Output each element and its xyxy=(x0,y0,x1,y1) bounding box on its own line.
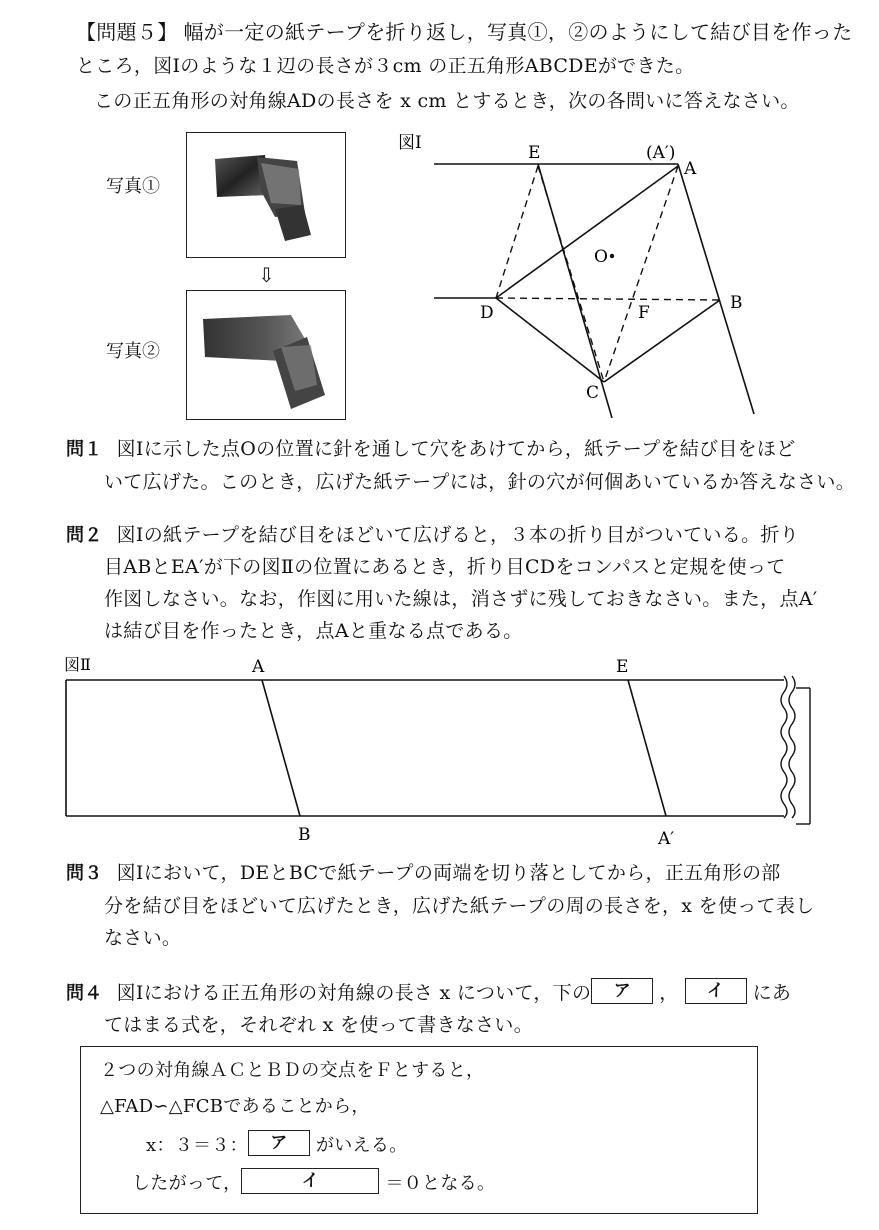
photo-1 xyxy=(186,132,346,258)
label-D: D xyxy=(480,303,494,323)
question-4-line-1 xyxy=(66,981,792,1004)
answer-box-i[interactable]: イ xyxy=(685,978,747,1004)
figure-2 xyxy=(60,650,820,850)
knot-photo-2-image xyxy=(187,291,345,419)
break-mark-left xyxy=(781,676,787,818)
reasoning-line-1: ２つの対角線ＡＣとＢＤの交点をＦとすると， xyxy=(100,1060,485,1081)
label-F: F xyxy=(638,303,650,323)
fold-AB xyxy=(262,680,300,816)
problem-line-2: ところ，図Ⅰのような１辺の長さが３cm の正五角形ABCDEができた。 xyxy=(76,55,695,77)
question-1-line-1 xyxy=(66,440,796,459)
problem-line-1: 幅が一定の紙テープを折り返し，写真①，②のようにして結び目を作った xyxy=(183,20,853,44)
question-3-label: 問３ xyxy=(66,863,103,884)
question-2-text-1: 図Ⅰの紙テープを結び目をほどいて広げると，３本の折り目がついている。折り xyxy=(116,524,799,546)
reasoning-ratio-tail: がいえる。 xyxy=(315,1135,408,1156)
question-4-line-2: てはまる式を，それぞれ x を使って書きなさい。 xyxy=(104,1014,533,1036)
question-2-label: 問２ xyxy=(66,525,103,546)
question-4-comma: ， xyxy=(659,982,679,1004)
side-DC xyxy=(496,298,604,382)
figure-2-title: 図Ⅱ xyxy=(64,655,91,674)
reasoning-ratio: x：３＝３： xyxy=(146,1135,248,1156)
photo-1-label: 写真① xyxy=(106,176,160,197)
answer-box-a[interactable]: ア xyxy=(591,978,653,1004)
side-AD xyxy=(496,166,678,298)
figure-1-title: 図Ⅰ xyxy=(398,133,422,153)
question-1-text-1: 図Ⅰに示した点Oの位置に針を通して穴をあけてから，紙テープを結び目をほど xyxy=(116,438,796,460)
reasoning-conclusion-tail: ＝０となる。 xyxy=(385,1173,496,1194)
question-3-text-1: 図Ⅰにおいて，DEとBCで紙テープの両端を切り落としてから，正五角形の部 xyxy=(116,862,781,884)
photo-2 xyxy=(186,290,346,420)
question-2-line-2: 目ABとEA′が下の図Ⅱの位置にあるとき，折り目CDをコンパスと定規を使って xyxy=(104,556,786,578)
reasoning-box-i[interactable]: イ xyxy=(241,1168,379,1194)
break-mark-right xyxy=(789,676,795,818)
question-2-line-4: は結び目を作ったとき，点Aと重なる点である。 xyxy=(104,620,523,642)
down-arrow-icon: ⇩ xyxy=(258,263,275,287)
reasoning-line-4 xyxy=(132,1171,496,1194)
dashed-AC xyxy=(604,166,678,382)
label-B-fig2: B xyxy=(298,825,311,845)
point-O xyxy=(610,254,614,258)
reasoning-conclusion: したがって， xyxy=(132,1173,242,1194)
question-4-text-1: 図Ⅰにおける正五角形の対角線の長さ x について，下の xyxy=(116,982,592,1004)
label-C: C xyxy=(586,383,600,403)
question-2-line-3: 作図しなさい。なお，作図に用いた線は，消さずに残しておきなさい。また，点A′ xyxy=(104,588,818,610)
question-1-label: 問１ xyxy=(66,439,103,460)
question-1-line-2: いて広げた。このとき，広げた紙テープには，針の穴が何個あいているか答えなさい。 xyxy=(104,471,855,493)
reasoning-box-a[interactable]: ア xyxy=(248,1130,310,1156)
label-A-prime-fig2: A′ xyxy=(658,829,675,849)
side-CB xyxy=(604,300,720,382)
problem-heading xyxy=(76,22,852,42)
question-3-line-1 xyxy=(66,864,781,883)
question-2-line-1 xyxy=(66,526,799,545)
problem-line-3: この正五角形の対角線ADの長さを x cm とするとき，次の各問いに答えなさい。 xyxy=(94,90,800,112)
reasoning-line-2: △FAD∽△FCBであることから， xyxy=(100,1096,370,1117)
label-B: B xyxy=(730,293,743,313)
dashed-ED xyxy=(496,166,538,298)
reasoning-line-3 xyxy=(146,1133,408,1156)
label-E: E xyxy=(528,143,541,163)
question-4-label: 問４ xyxy=(66,983,103,1004)
photo-2-label: 写真② xyxy=(106,341,160,362)
fold-EA-prime xyxy=(628,680,666,816)
question-3-line-2: 分を結び目をほどいて広げたとき，広げた紙テープの周の長さを，x を使って表し xyxy=(104,895,815,917)
label-A-fig2: A xyxy=(252,657,265,677)
question-4-text-1b: にあ xyxy=(752,982,792,1004)
dashed-DB xyxy=(496,298,720,300)
knot-photo-1-image xyxy=(187,133,345,257)
label-A: A xyxy=(684,159,697,179)
label-E-fig2: E xyxy=(616,657,629,677)
label-A-prime: (A′) xyxy=(646,143,676,163)
question-3-line-3: なさい。 xyxy=(104,927,182,949)
problem-number: 【問題５】 xyxy=(76,20,178,44)
label-O: O xyxy=(594,247,608,267)
tape-right-edge xyxy=(678,164,754,414)
figure-1 xyxy=(380,128,780,418)
